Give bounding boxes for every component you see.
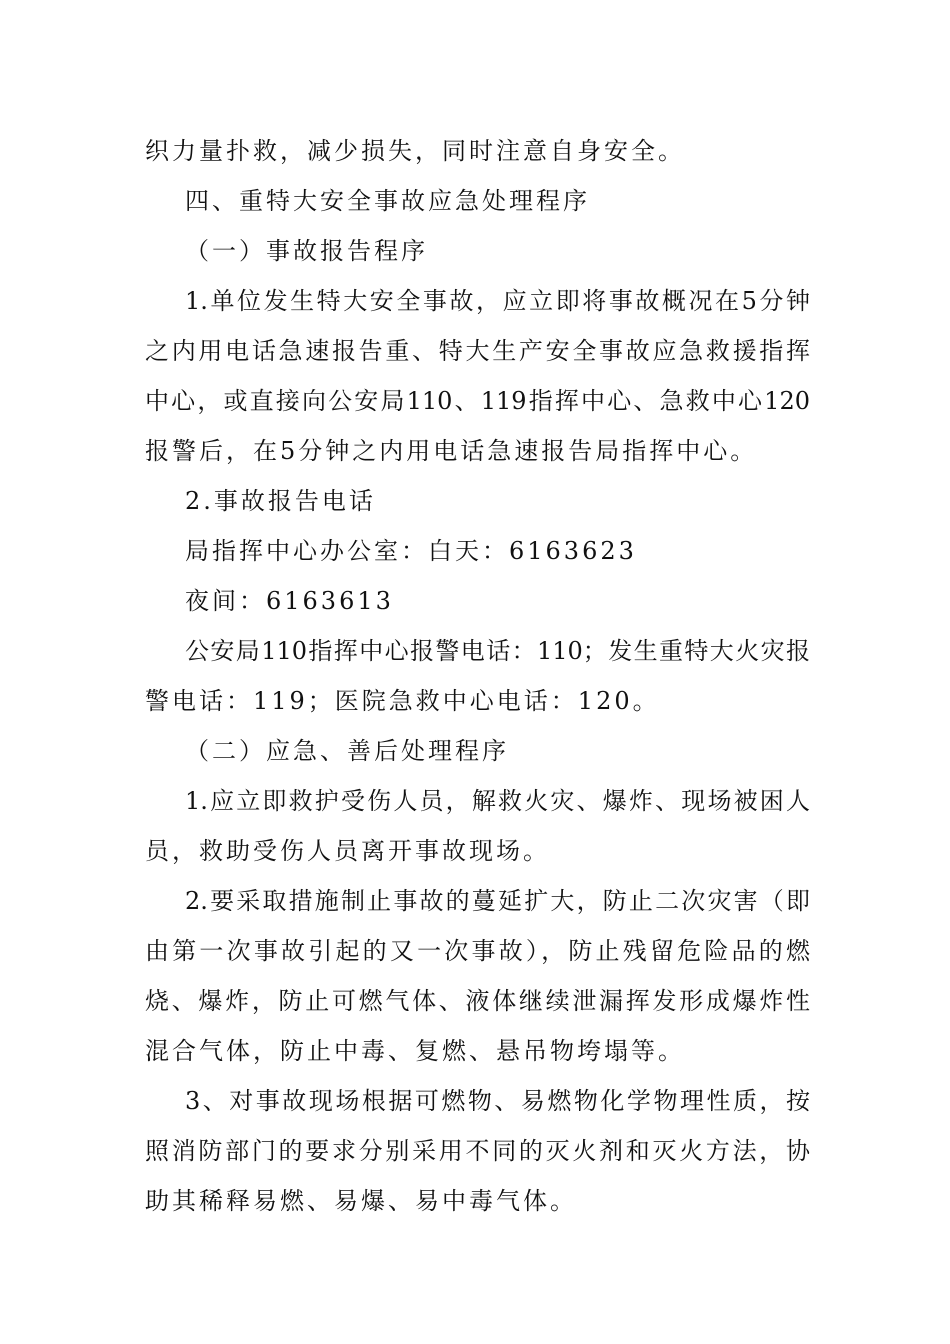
text-line: 公安局110指挥中心报警电话：110；发生重特大火灾报 [185, 637, 810, 665]
text-line: 1.单位发生特大安全事故，应立即将事故概况在5分钟 [185, 287, 810, 315]
text-line: （一）事故报告程序 [185, 237, 428, 265]
text-line: 四、重特大安全事故应急处理程序 [185, 187, 590, 215]
text-line: 报警后，在5分钟之内用电话急速报告局指挥中心。 [145, 437, 758, 465]
text-line: 织力量扑救，减少损失，同时注意自身安全。 [145, 137, 685, 165]
text-line: 夜间：6163613 [185, 587, 394, 615]
text-line: （二）应急、善后处理程序 [185, 737, 509, 765]
text-line: 之内用电话急速报告重、特大生产安全事故应急救援指挥 [145, 337, 810, 365]
text-line: 助其稀释易燃、易爆、易中毒气体。 [145, 1187, 577, 1215]
text-line: 混合气体，防止中毒、复燃、悬吊物垮塌等。 [145, 1037, 685, 1065]
text-line: 警电话：119；医院急救中心电话：120。 [145, 687, 660, 715]
text-line: 照消防部门的要求分别采用不同的灭火剂和灭火方法，协 [145, 1137, 810, 1165]
text-line: 2.事故报告电话 [185, 487, 376, 515]
text-line: 中心，或直接向公安局110、119指挥中心、急救中心120 [145, 387, 810, 415]
text-line: 1.应立即救护受伤人员，解救火灾、爆炸、现场被困人 [185, 787, 810, 815]
text-line: 2.要采取措施制止事故的蔓延扩大，防止二次灾害（即 [185, 887, 810, 915]
text-line: 员，救助受伤人员离开事故现场。 [145, 837, 550, 865]
text-line: 由第一次事故引起的又一次事故），防止残留危险品的燃 [145, 937, 810, 965]
text-line: 烧、爆炸，防止可燃气体、液体继续泄漏挥发形成爆炸性 [145, 987, 810, 1015]
text-line: 局指挥中心办公室：白天：6163623 [185, 537, 637, 565]
document-body [145, 126, 810, 1226]
text-line: 3、对事故现场根据可燃物、易燃物化学物理性质，按 [185, 1087, 810, 1115]
